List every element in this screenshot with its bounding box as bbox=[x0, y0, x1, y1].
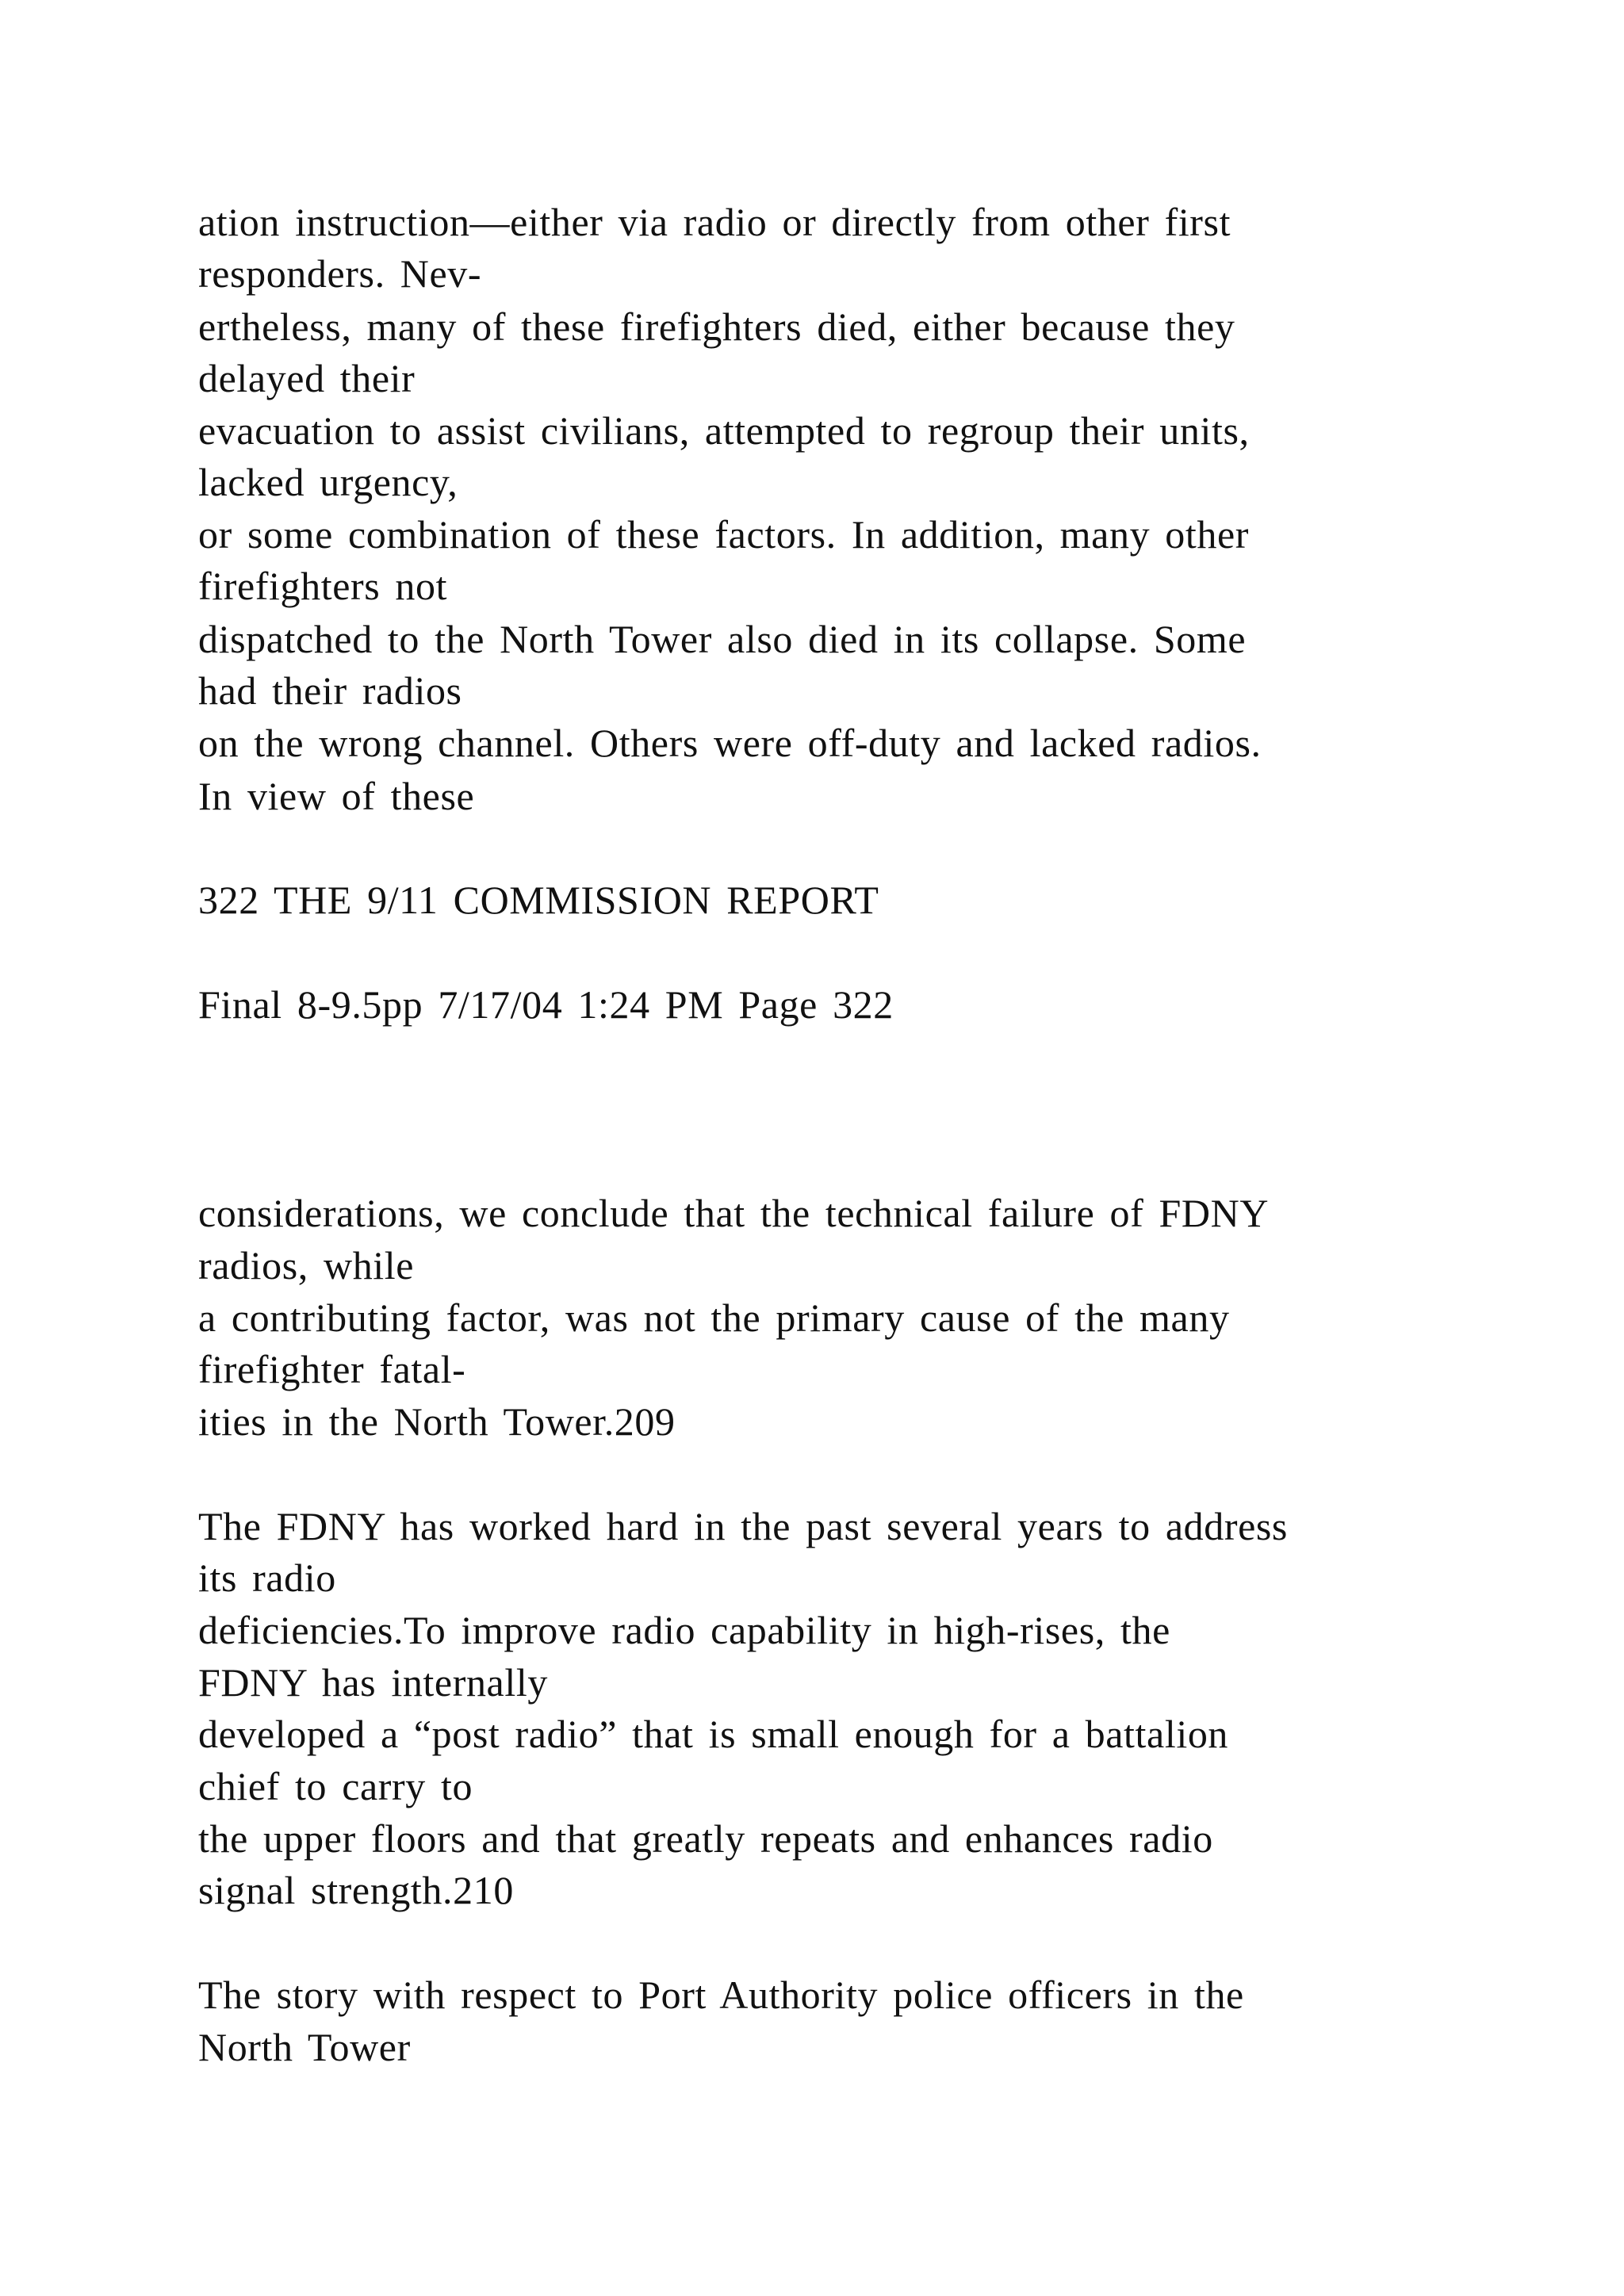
text-line: signal strength.210 bbox=[198, 1868, 514, 1912]
text-line: FDNY has internally bbox=[198, 1660, 548, 1705]
text-line: or some combination of these factors. In addition, many other bbox=[198, 512, 1249, 557]
text-line: the upper floors and that greatly repeats and enhances radio bbox=[198, 1816, 1213, 1861]
print-slug: Final 8-9.5pp 7/17/04 1:24 PM Page 322 bbox=[198, 982, 894, 1027]
text-line: had their radios bbox=[198, 668, 462, 713]
text-line: radios, while bbox=[198, 1243, 415, 1288]
text-line: ertheless, many of these firefighters died, either because they bbox=[198, 304, 1235, 349]
text-line: ation instruction—either via radio or directly from other first bbox=[198, 200, 1231, 244]
text-line: dispatched to the North Tower also died in its collapse. Some bbox=[198, 617, 1247, 661]
running-footer: 322 THE 9/11 COMMISSION REPORT bbox=[198, 878, 879, 922]
text-line: a contributing factor, was not the primary cause of the many bbox=[198, 1295, 1230, 1340]
text-line: chief to carry to bbox=[198, 1764, 473, 1808]
text-line: North Tower bbox=[198, 2025, 411, 2069]
text-line: deficiencies.To improve radio capability in high-rises, the bbox=[198, 1608, 1170, 1652]
text-line: delayed their bbox=[198, 356, 416, 400]
text-line: on the wrong channel. Others were off-duty and lacked radios. bbox=[198, 721, 1262, 765]
text-line: considerations, we conclude that the technical failure of FDNY bbox=[198, 1191, 1270, 1235]
text-line: In view of these bbox=[198, 774, 475, 818]
text-line: responders. Nev- bbox=[198, 251, 482, 296]
text-line: The FDNY has worked hard in the past several years to address bbox=[198, 1504, 1288, 1548]
text-line: its radio bbox=[198, 1556, 336, 1600]
text-line: The story with respect to Port Authority police officers in the bbox=[198, 1973, 1244, 2017]
text-line: firefighters not bbox=[198, 564, 448, 608]
text-line: developed a “post radio” that is small enough for a battalion bbox=[198, 1712, 1229, 1756]
text-line: ities in the North Tower.209 bbox=[198, 1399, 676, 1444]
text-line: evacuation to assist civilians, attempted to regroup their units, bbox=[198, 408, 1250, 453]
text-line: lacked urgency, bbox=[198, 460, 458, 504]
text-line: firefighter fatal- bbox=[198, 1347, 466, 1391]
